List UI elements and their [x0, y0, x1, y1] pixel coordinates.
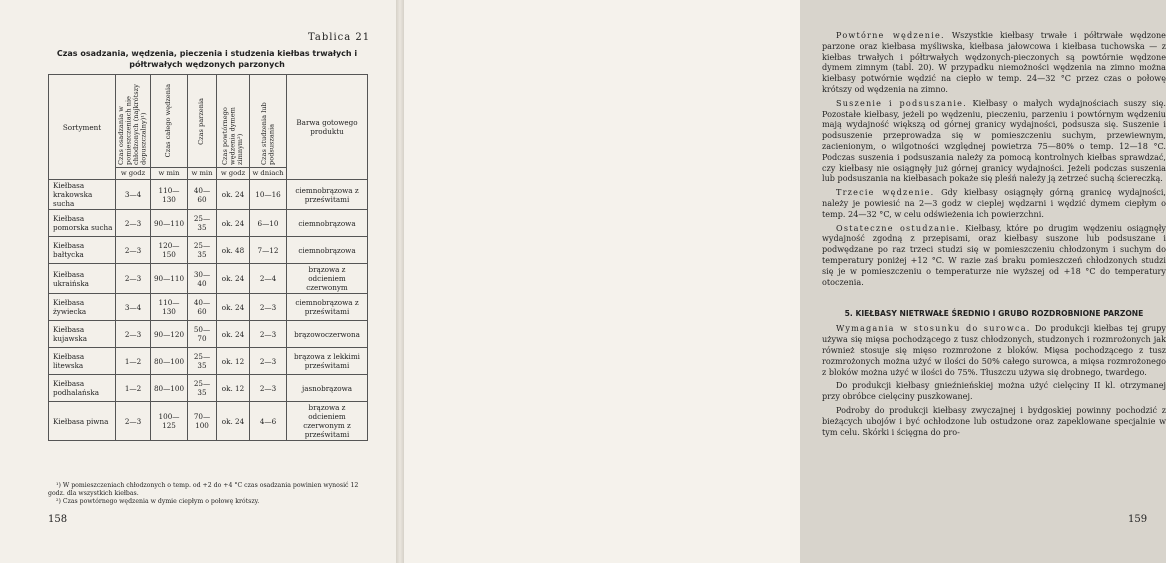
paragraph-lead: Trzecie wędzenie. [836, 187, 935, 198]
osadzanie-cell: 2—3 [116, 210, 151, 237]
studzenie-cell: 6—10 [250, 210, 287, 237]
page-number-left: 158 [48, 514, 68, 525]
wedzenie-cell: 100—125 [151, 402, 188, 441]
parzenie-cell: 70—100 [188, 402, 217, 441]
powtorne-cell: ok. 48 [217, 237, 250, 264]
osadzanie-cell: 1—2 [116, 375, 151, 402]
osadzanie-cell: 3—4 [116, 294, 151, 321]
col-header-barwa: Barwa gotowego produktu [287, 75, 368, 180]
wedzenie-cell: 110—130 [151, 180, 188, 210]
unit-cell: w godz [116, 168, 151, 180]
col-header-wedzenie: Czas całego wędzenia [151, 75, 188, 168]
sortyment-cell: Kiełbasa pomorska sucha [49, 210, 116, 237]
paragraph-lead: Wymagania w stosunku do surowca. [836, 323, 1031, 334]
paragraph-lead: Suszenie i podsuszanie. [836, 97, 967, 108]
col-header-studzenie: Czas studzenia lub podsuszania [250, 75, 287, 168]
powtorne-cell: ok. 24 [217, 402, 250, 441]
paragraph-lead: Powtórne wędzenie. [836, 30, 945, 40]
col-header-powtorne: Czas powtórnego wędzenia dymem zimnym²) [217, 75, 250, 168]
smoking-times-table [48, 74, 368, 441]
wedzenie-cell: 80—100 [151, 375, 188, 402]
powtorne-cell: ok. 12 [217, 348, 250, 375]
unit-cell: w dniach [250, 168, 287, 180]
paragraph-suszenie: Suszenie i podsuszanie. Kiełbasy o małych wydajnościach suszy się. Pozostałe kiełbasy, jeżeli po wędzeniu, pieczeniu, parzeniu i powtórnym wędzeniu mają wydajność większą od górnej granicy wydajności, podsusza się. Suszenie i podsuszenie przeprowadza się w pomieszczeniu suchym, przewiewnym, zacienionym, o wilgotności względnej powietrza 75—80% o temp. 12—18 °C. Podczas suszenia i podsuszania należy za pomocą kontrolnych kiełbas sprawdzać, czy kiełbasy nie osiągnęły już górnej granicy wydajności. Jeżeli podczas suszenia lub podsuszania na kiełbasach pokaże się pleśń należy ją zetrzeć suchą ściereczką. [822, 97, 1166, 184]
powtorne-cell: ok. 24 [217, 294, 250, 321]
table-row [49, 294, 368, 321]
right-page-body [822, 30, 1166, 440]
sortyment-cell: Kiełbasa bałtycka [49, 237, 116, 264]
sortyment-cell: Kiełbasa kujawska [49, 321, 116, 348]
osadzanie-cell: 1—2 [116, 348, 151, 375]
unit-cell: w min [151, 168, 188, 180]
sortyment-cell: Kiełbasa podhalańska [49, 375, 116, 402]
table-row [49, 180, 368, 210]
left-page [0, 0, 400, 563]
sortyment-cell: Kiełbasa ukraińska [49, 264, 116, 294]
barwa-cell: brązowa z odcieniem czerwonym z prześwitami [287, 402, 368, 441]
wedzenie-cell: 90—120 [151, 321, 188, 348]
paragraph-trzecie-wedzenie: Trzecie wędzenie. Gdy kiełbasy osiągnęły górną granicę wydajności, należy je powiesić na 2—3 godz w cieplej wędzarni i wędzić dymem ciepłym o temp. 24—32 °C, w celu odświeżenia ich powierzchni. [822, 187, 1166, 219]
paragraph-ostudzanie: Ostateczne ostudzanie. Kiełbasy, które po drugim wędzeniu osiągnęły wydajność zgodną z przepisami, oraz kiełbasy suszone lub podsuszane i podwędzane po raz trzeci studzi się w pomieszczeniu chłodzonym i suchym do temperatury poniżej +12 °C. W razie zaś braku pomieszczeń chłodzonych studzi się je w pomieszczeniu o temperaturze nie wyższej od +18 °C do temperatury otoczenia. [822, 222, 1166, 287]
section-heading: 5. KIEŁBASY NIETRWAŁE ŚREDNIO I GRUBO ROZDROBNIONE PARZONE [844, 309, 1144, 319]
parzenie-cell: 50—70 [188, 321, 217, 348]
table-row [49, 402, 368, 441]
studzenie-cell: 2—3 [250, 294, 287, 321]
wedzenie-cell: 90—110 [151, 264, 188, 294]
powtorne-cell: ok. 24 [217, 210, 250, 237]
page-number-right: 159 [1128, 514, 1148, 525]
barwa-cell: ciemnobrązowa z prześwitami [287, 180, 368, 210]
studzenie-cell: 2—3 [250, 321, 287, 348]
wedzenie-cell: 90—110 [151, 210, 188, 237]
table-row [49, 375, 368, 402]
parzenie-cell: 25—35 [188, 348, 217, 375]
studzenie-cell: 2—4 [250, 264, 287, 294]
sortyment-cell: Kiełbasa piwna [49, 402, 116, 441]
studzenie-cell: 10—16 [250, 180, 287, 210]
barwa-cell: brązowoczerwona [287, 321, 368, 348]
table-row [49, 264, 368, 294]
paragraph-gniezno: Do produkcji kiełbasy gnieźnieńskiej można użyć cielęciny II kl. otrzymanej przy obróbce cielęciny puszkowanej. [822, 380, 1166, 402]
powtorne-cell: ok. 24 [217, 321, 250, 348]
barwa-cell: ciemnobrązowa [287, 237, 368, 264]
table-header-row [49, 75, 368, 168]
powtorne-cell: ok. 24 [217, 180, 250, 210]
osadzanie-cell: 2—3 [116, 237, 151, 264]
book-gutter [396, 0, 404, 563]
footnotes [48, 482, 370, 506]
table-row [49, 348, 368, 375]
parzenie-cell: 25—35 [188, 210, 217, 237]
sortyment-cell: Kiełbasa żywiecka [49, 294, 116, 321]
footnote-1: ¹) W pomieszczeniach chłodzonych o temp. od +2 do +4 °C czas osadzania powinien wynosić 12 godz. dla wszystkich kiełbas. [48, 482, 359, 497]
table-row [49, 210, 368, 237]
parzenie-cell: 25—35 [188, 375, 217, 402]
paragraph-powtorne-wedzenie: Powtórne wędzenie. Wszystkie kiełbasy trwałe i półtrwałe wędzone parzone oraz kiełbasa myśliwska, kiełbasa jałowcowa i kiełbasa tuchowska — z kiełbas trwałych i półtrwałych wędzonych-pieczonych są powtórnie wędzone dymem zimnym (tabl. 20). W przypadku niemożności wędzenia na zimno można kiełbasy potwórnie wędzić na ciepło w temp. 24—32 °C przez czas o połowę krótszy od wędzenia na zimno. [822, 30, 1166, 94]
studzenie-cell: 2—3 [250, 348, 287, 375]
barwa-cell: ciemnobrązowa [287, 210, 368, 237]
studzenie-cell: 7—12 [250, 237, 287, 264]
table-label: Tablica 21 [308, 32, 371, 43]
studzenie-cell: 4—6 [250, 402, 287, 441]
studzenie-cell: 2—3 [250, 375, 287, 402]
paragraph-podroby: Podroby do produkcji kiełbasy zwyczajnej i bydgoskiej powinny pochodzić z bieżących ubojów i być ochłodzone lub ostudzone oraz zapeklowane specjalnie w tym celu. Skórki i ścięgna do pro- [822, 404, 1166, 437]
col-header-sortyment: Sortyment [49, 75, 116, 180]
wedzenie-cell: 120—150 [151, 237, 188, 264]
parzenie-cell: 25—35 [188, 237, 217, 264]
unit-cell: w godz [217, 168, 250, 180]
table-title: Czas osadzania, wędzenia, pieczenia i studzenia kiełbas trwałych i półtrwałych wędzonych parzonych [56, 49, 358, 69]
powtorne-cell: ok. 12 [217, 375, 250, 402]
powtorne-cell: ok. 24 [217, 264, 250, 294]
osadzanie-cell: 2—3 [116, 264, 151, 294]
paragraph-lead: Ostateczne ostudzanie. [836, 222, 961, 233]
wedzenie-cell: 110—130 [151, 294, 188, 321]
barwa-cell: jasnobrązowa [287, 375, 368, 402]
parzenie-cell: 30—40 [188, 264, 217, 294]
wedzenie-cell: 80—100 [151, 348, 188, 375]
table-row [49, 321, 368, 348]
footnote-2: ²) Czas powtórnego wędzenia w dymie ciepłym o połowę krótszy. [56, 498, 260, 505]
parzenie-cell: 40—60 [188, 180, 217, 210]
osadzanie-cell: 3—4 [116, 180, 151, 210]
table-row [49, 237, 368, 264]
sortyment-cell: Kiełbasa litewska [49, 348, 116, 375]
col-header-parzenie: Czas parzenia [188, 75, 217, 168]
osadzanie-cell: 2—3 [116, 321, 151, 348]
col-header-osadzanie: Czas osadzania w pomieszczeniach nie chłodzonych (najkrótszy dopuszczalny)¹) [116, 75, 151, 168]
barwa-cell: brązowa z lekkimi prześwitami [287, 348, 368, 375]
barwa-cell: brązowa z odcieniem czerwonym [287, 264, 368, 294]
osadzanie-cell: 2—3 [116, 402, 151, 441]
paragraph-wymagania: Wymagania w stosunku do surowca. Do produkcji kiełbas tej grupy używa się mięsa pochodzącego z tusz chłodzonych, studzonych i rozmrożonych jak również stosuje się mięso rozmrożone z bloków. Mięsa pochodzącego z tusz rozmrożonych można użyć w ilości do 50% całego surowca, a mięsa rozmrożonego z bloków można użyć w ilości do 75%. Tłuszczu używa się drobnego, twardego. [822, 323, 1166, 377]
right-page [400, 0, 1166, 563]
barwa-cell: ciemnobrązowa z prześwitami [287, 294, 368, 321]
unit-cell: w min [188, 168, 217, 180]
sortyment-cell: Kiełbasa krakowska sucha [49, 180, 116, 210]
parzenie-cell: 40—60 [188, 294, 217, 321]
